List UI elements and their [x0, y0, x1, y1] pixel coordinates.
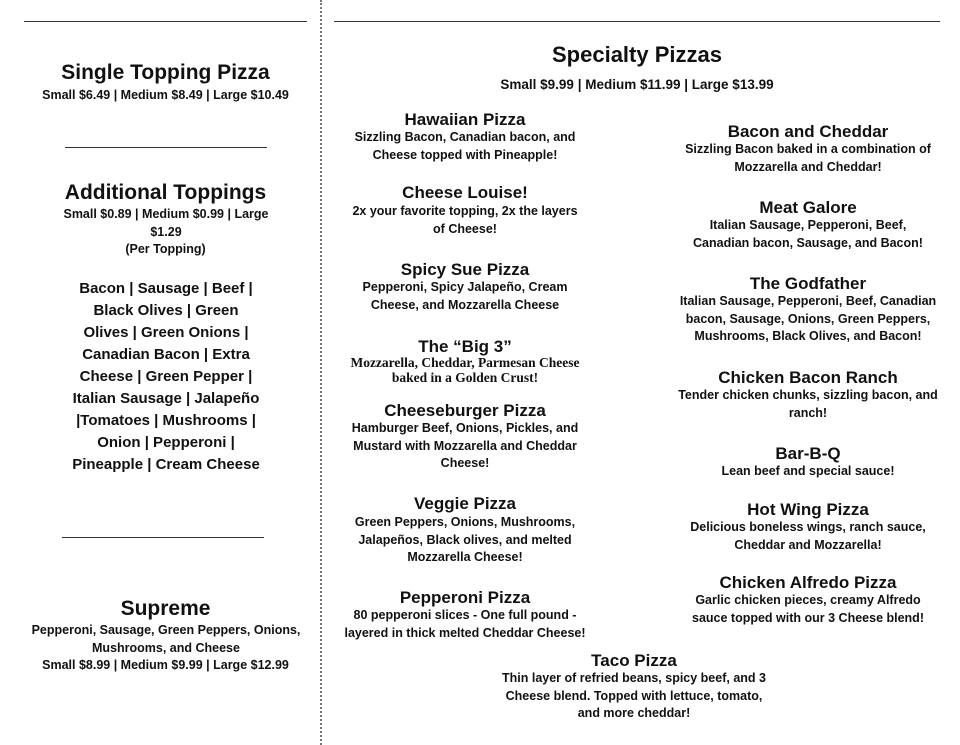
pizza-desc-meat-galore: Italian Sausage, Pepperoni, Beef, Canadian bacon, Sausage, and Bacon! — [693, 218, 923, 250]
pizza-name-chicken-bacon-ranch: Chicken Bacon Ranch — [718, 368, 898, 387]
pizza-desc-veggie: Green Peppers, Onions, Mushrooms, Jalapeños, Black olives, and melted Mozzarella Cheese! — [354, 515, 576, 564]
pizza-name-big-3: The “Big 3” — [418, 337, 512, 356]
single-topping-prices: Small $6.49 | Medium $8.49 | Large $10.49 — [42, 88, 289, 102]
pizza-desc-chicken-bacon-ranch: Tender chicken chunks, sizzling bacon, and ranch! — [678, 388, 938, 420]
pizza-name-veggie: Veggie Pizza — [413, 494, 517, 513]
pizza-name-meat-galore: Meat Galore — [759, 198, 857, 217]
pizza-desc-taco: Thin layer of refried beans, spicy beef, and 3 Cheese blend. Topped with lettuce, tomato, and more cheddar! — [502, 671, 766, 720]
top-rule-right — [334, 21, 940, 22]
pizza-desc-godfather: Italian Sausage, Pepperoni, Beef, Canadian bacon, Sausage, Onions, Green Peppers, Mushrooms, Black Olives, and Bacon! — [679, 294, 937, 343]
pizza-name-taco: Taco Pizza — [591, 651, 677, 670]
supreme-title: Supreme — [120, 597, 211, 620]
pizza-name-pepperoni: Pepperoni Pizza — [399, 588, 531, 607]
pizza-name-chicken-alfredo: Chicken Alfredo Pizza — [719, 573, 897, 592]
pizza-desc-hot-wing: Delicious boneless wings, ranch sauce, Cheddar and Mozzarella! — [690, 520, 926, 552]
pizza-name-godfather: The Godfather — [749, 274, 867, 293]
pizza-desc-cheeseburger: Hamburger Beef, Onions, Pickles, and Mustard with Mozzarella and Cheddar Cheese! — [351, 421, 579, 470]
divider-2 — [62, 537, 264, 538]
supreme-description: Pepperoni, Sausage, Green Peppers, Onions, Mushrooms, and Cheese — [31, 623, 301, 655]
pizza-desc-bacon-cheddar: Sizzling Bacon baked in a combination of Mozzarella and Cheddar! — [685, 142, 931, 174]
additional-toppings-title: Additional Toppings — [64, 181, 267, 204]
supreme-prices: Small $8.99 | Medium $9.99 | Large $12.99 — [42, 658, 289, 672]
pizza-name-bar-b-q: Bar-B-Q — [775, 444, 841, 463]
pizza-name-cheeseburger: Cheeseburger Pizza — [384, 401, 546, 420]
divider-1 — [65, 147, 267, 148]
specialty-title: Specialty Pizzas — [552, 42, 722, 67]
single-topping-title: Single Topping Pizza — [61, 61, 270, 84]
pizza-desc-pepperoni: 80 pepperoni slices - One full pound - layered in thick melted Cheddar Cheese! — [344, 608, 586, 640]
pizza-desc-bar-b-q: Lean beef and special sauce! — [721, 464, 895, 478]
pizza-desc-cheese-louise: 2x your favorite topping, 2x the layers of Cheese! — [352, 204, 578, 236]
pizza-name-hawaiian: Hawaiian Pizza — [404, 110, 526, 129]
specialty-prices: Small $9.99 | Medium $11.99 | Large $13.99 — [500, 77, 774, 92]
pizza-name-cheese-louise: Cheese Louise! — [402, 183, 528, 202]
additional-toppings-note: (Per Topping) — [125, 242, 206, 256]
column-divider — [320, 0, 322, 745]
pizza-name-spicy-sue: Spicy Sue Pizza — [400, 260, 530, 279]
pizza-name-hot-wing: Hot Wing Pizza — [747, 500, 869, 519]
toppings-list: Bacon | Sausage | Beef | Black Olives | Green Olives | Green Onions | Canadian Bacon | Extra Cheese | Green Pepper | Italian Sausage | Jalapeño |Tomatoes | Mushrooms | Onion | Pepperoni | Pineapple | Cream Cheese — [72, 280, 260, 473]
pizza-name-bacon-cheddar: Bacon and Cheddar — [727, 122, 889, 141]
pizza-desc-big-3: Mozzarella, Cheddar, Parmesan Cheese baked in a Golden Crust! — [350, 355, 580, 385]
top-rule-left — [24, 21, 307, 22]
pizza-desc-hawaiian: Sizzling Bacon, Canadian bacon, and Cheese topped with Pineapple! — [354, 130, 576, 162]
additional-toppings-prices: Small $0.89 | Medium $0.99 | Large $1.29 — [63, 207, 269, 239]
pizza-desc-spicy-sue: Pepperoni, Spicy Jalapeño, Cream Cheese, and Mozzarella Cheese — [362, 280, 568, 312]
pizza-desc-chicken-alfredo: Garlic chicken pieces, creamy Alfredo sauce topped with our 3 Cheese blend! — [692, 593, 924, 625]
